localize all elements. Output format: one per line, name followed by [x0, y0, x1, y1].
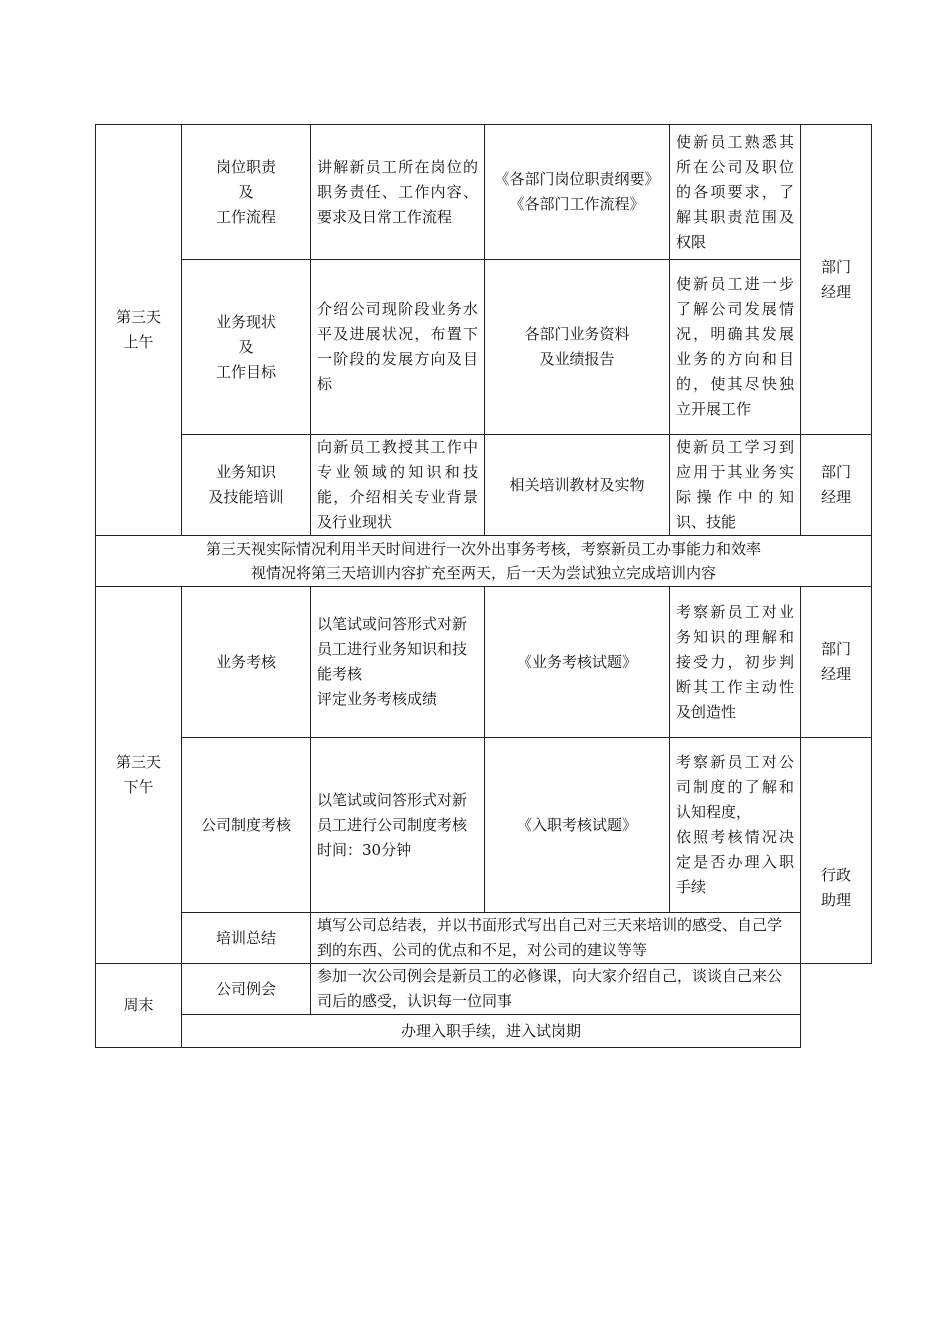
note-line: 视情况将第三天培训内容扩充至两天，后一天为尝试独立完成培训内容 [250, 564, 716, 582]
topic-cell: 业务考核 [182, 587, 311, 738]
blank-cell [801, 964, 872, 1048]
goal-cell: 考察新员工对业务知识的理解和接受力，初步判断其工作主动性及创造性 [670, 587, 801, 738]
training-schedule-sheet [95, 124, 851, 1048]
responsible-cell: 部门 经理 [801, 125, 872, 435]
topic-cell: 岗位职责 及 工作流程 [182, 125, 311, 260]
material-cell: 相关培训教材及实物 [485, 435, 670, 536]
responsible-cell: 部门 经理 [801, 587, 872, 738]
material-cell: 《入职考核试题》 [485, 738, 670, 913]
goal-cell: 考察新员工对公司制度的了解和认知程度， 依照考核情况决定是否办理入职手续 [670, 738, 801, 913]
content-cell: 填写公司总结表，并以书面形式写出自己对三天来培训的感受、自己学到的东西、公司的优点和不足，对公司的建议等等 [311, 913, 801, 964]
goal-cell: 使新员工熟悉其所在公司及职位的各项要求，了解其职责范围及权限 [670, 125, 801, 260]
table-row [96, 536, 872, 587]
responsible-cell: 部门 经理 [801, 435, 872, 536]
table-row [96, 1015, 872, 1048]
topic-cell: 公司制度考核 [182, 738, 311, 913]
note-cell [96, 536, 872, 587]
goal-cell: 使新员工学习到应用于其业务实际操作中的知识、技能 [670, 435, 801, 536]
period-day3-afternoon: 第三天 下午 [96, 587, 182, 964]
content-cell: 向新员工教授其工作中专业领域的知识和技能，介绍相关专业背景及行业现状 [311, 435, 485, 536]
content-cell: 参加一次公司例会是新员工的必修课，向大家介绍自己，谈谈自己来公司后的感受，认识每一位同事 [311, 964, 801, 1015]
goal-cell: 使新员工进一步了解公司发展情况，明确其发展业务的方向和目的，使其尽快独立开展工作 [670, 260, 801, 435]
material-cell: 各部门业务资料 及业绩报告 [485, 260, 670, 435]
content-cell: 介绍公司现阶段业务水平及进展状况，布置下一阶段的发展方向及目标 [311, 260, 485, 435]
period-day3-morning: 第三天 上午 [96, 125, 182, 536]
final-step-cell: 办理入职手续，进入试岗期 [182, 1015, 801, 1048]
table-row [96, 913, 872, 964]
content-cell: 讲解新员工所在岗位的职务责任、工作内容、要求及日常工作流程 [311, 125, 485, 260]
topic-cell: 公司例会 [182, 964, 311, 1015]
table-row [96, 435, 872, 536]
material-cell: 《业务考核试题》 [485, 587, 670, 738]
responsible-cell: 行政 助理 [801, 738, 872, 964]
table-row [96, 738, 872, 913]
material-cell: 《各部门岗位职责纲要》 《各部门工作流程》 [485, 125, 670, 260]
table-row [96, 125, 872, 260]
table-row [96, 964, 872, 1015]
content-cell: 以笔试或问答形式对新员工进行公司制度考核 时间：30分钟 [311, 738, 485, 913]
topic-cell: 培训总结 [182, 913, 311, 964]
table-row [96, 587, 872, 738]
note-line: 第三天视实际情况利用半天时间进行一次外出事务考核，考察新员工办事能力和效率 [205, 540, 761, 558]
table-row [96, 260, 872, 435]
content-cell: 以笔试或问答形式对新员工进行业务知识和技能考核 评定业务考核成绩 [311, 587, 485, 738]
topic-cell: 业务知识 及技能培训 [182, 435, 311, 536]
period-weekend: 周末 [96, 964, 182, 1048]
training-schedule-table [95, 124, 872, 1048]
topic-cell: 业务现状 及 工作目标 [182, 260, 311, 435]
